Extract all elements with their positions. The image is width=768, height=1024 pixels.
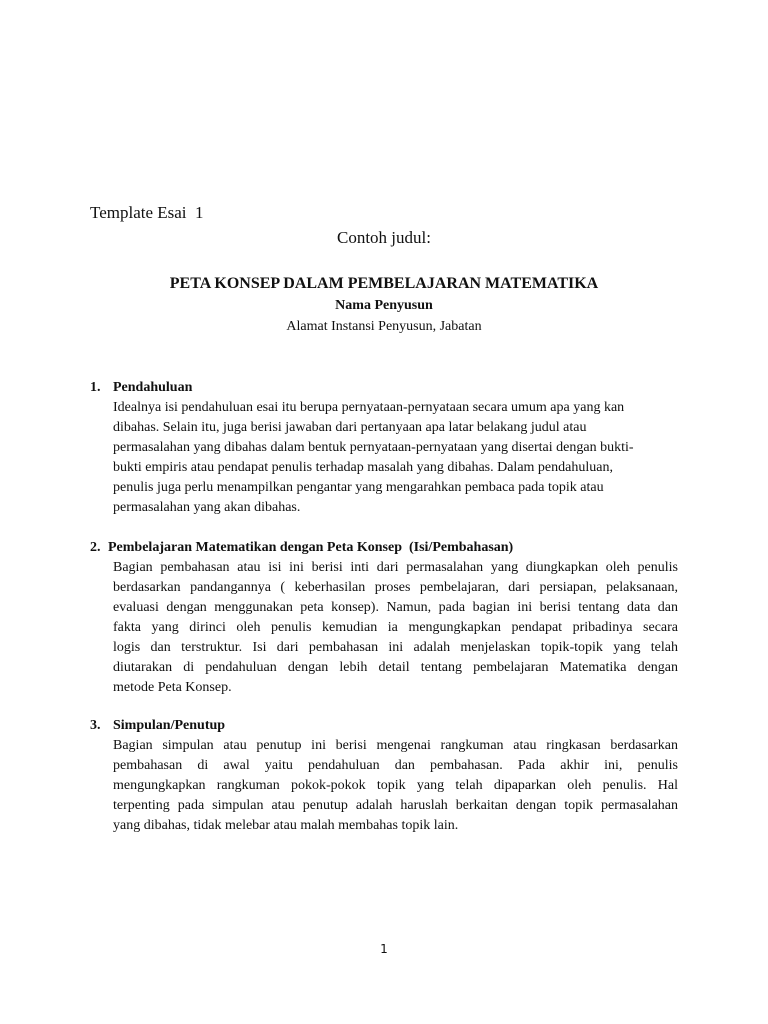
section-introduction	[90, 378, 678, 518]
paragraph-line: mengungkapkan rangkuman pokok-pokok topik yang telah dipaparkan oleh penulis. Hal	[113, 778, 678, 793]
paragraph-line: yang dibahas, tidak melebar atau malah membahas topik lain.	[113, 818, 459, 833]
paragraph-line: permasalahan yang akan dibahas.	[113, 500, 301, 515]
paragraph-line: dibahas. Selain itu, juga berisi jawaban dari pertanyaan apa latar belakang judul atau	[113, 420, 587, 435]
paragraph-line: terpenting pada simpulan atau penutup adalah haruslah berkaitan dengan topik permasalahan	[113, 798, 678, 813]
page-number: 1	[380, 942, 388, 956]
section-heading	[90, 378, 678, 398]
paragraph-line: logis dan terstruktur. Isi dari pembahasan ini adalah menjelaskan topik-topik yang telah	[113, 640, 678, 655]
paragraph-line: pembahasan di awal yaitu pendahuluan dan pembahasan. Pada akhir ini, penulis	[113, 758, 678, 773]
example-title-label: Contoh judul:	[337, 228, 431, 247]
section-body	[113, 398, 678, 518]
paragraph-line: metode Peta Konsep.	[113, 680, 232, 695]
essay-title: PETA KONSEP DALAM PEMBELAJARAN MATEMATIKA	[169, 275, 599, 292]
author-affiliation: Alamat Instansi Penyusun, Jabatan	[286, 319, 482, 334]
section-title: Simpulan/Penutup	[113, 718, 226, 733]
section-number: 3.	[90, 718, 101, 733]
paragraph-line: diutarakan di pendahuluan dengan lebih detail tentang pembelajaran Matematika dengan	[113, 660, 678, 675]
paragraph-line: Idealnya isi pendahuluan esai itu berupa pernyataan-pernyataan secara umum apa yang kan	[113, 400, 625, 415]
section-heading	[90, 716, 678, 736]
paragraph-line: fakta yang dirinci oleh penulis kemudian ia mengungkapkan pendapat pribadinya secara	[113, 620, 678, 635]
section-content	[90, 538, 678, 698]
paragraph-line: Bagian simpulan atau penutup ini berisi mengenai rangkuman atau ringkasan berdasarkan	[113, 738, 678, 753]
section-title: Pembelajaran Matematikan dengan Peta Konsep (Isi/Pembahasan)	[108, 540, 514, 555]
paragraph-line: berdasarkan pandangannya ( keberhasilan proses pembelajaran, dari persiapan, pelaksanaan,	[113, 580, 678, 595]
paragraph-line: bukti empiris atau pendapat penulis terhadap masalah yang dibahas. Dalam pendahuluan,	[113, 460, 613, 475]
author-name: Nama Penyusun	[335, 298, 433, 313]
paragraph-line: permasalahan yang dibahas dalam bentuk pernyataan-pernyataan yang disertai dengan bukti-	[113, 440, 634, 455]
paragraph-line: Bagian pembahasan atau isi ini berisi inti dari permasalahan yang diungkapkan oleh penulis	[113, 560, 678, 575]
section-number: 1.	[90, 380, 101, 395]
section-body	[113, 736, 678, 836]
section-number: 2.	[90, 540, 101, 555]
section-heading	[90, 538, 678, 558]
paragraph-line: penulis juga perlu menampilkan pengantar yang mengarahkan pembaca pada topik atau	[113, 480, 604, 495]
paragraph-line: evaluasi dengan menggunakan peta konsep). Namun, pada bagian ini berisi tentang data dan	[113, 600, 678, 615]
section-title: Pendahuluan	[113, 380, 193, 395]
template-label: Template Esai 1	[90, 203, 204, 222]
section-body	[113, 558, 678, 698]
section-conclusion	[90, 716, 678, 836]
